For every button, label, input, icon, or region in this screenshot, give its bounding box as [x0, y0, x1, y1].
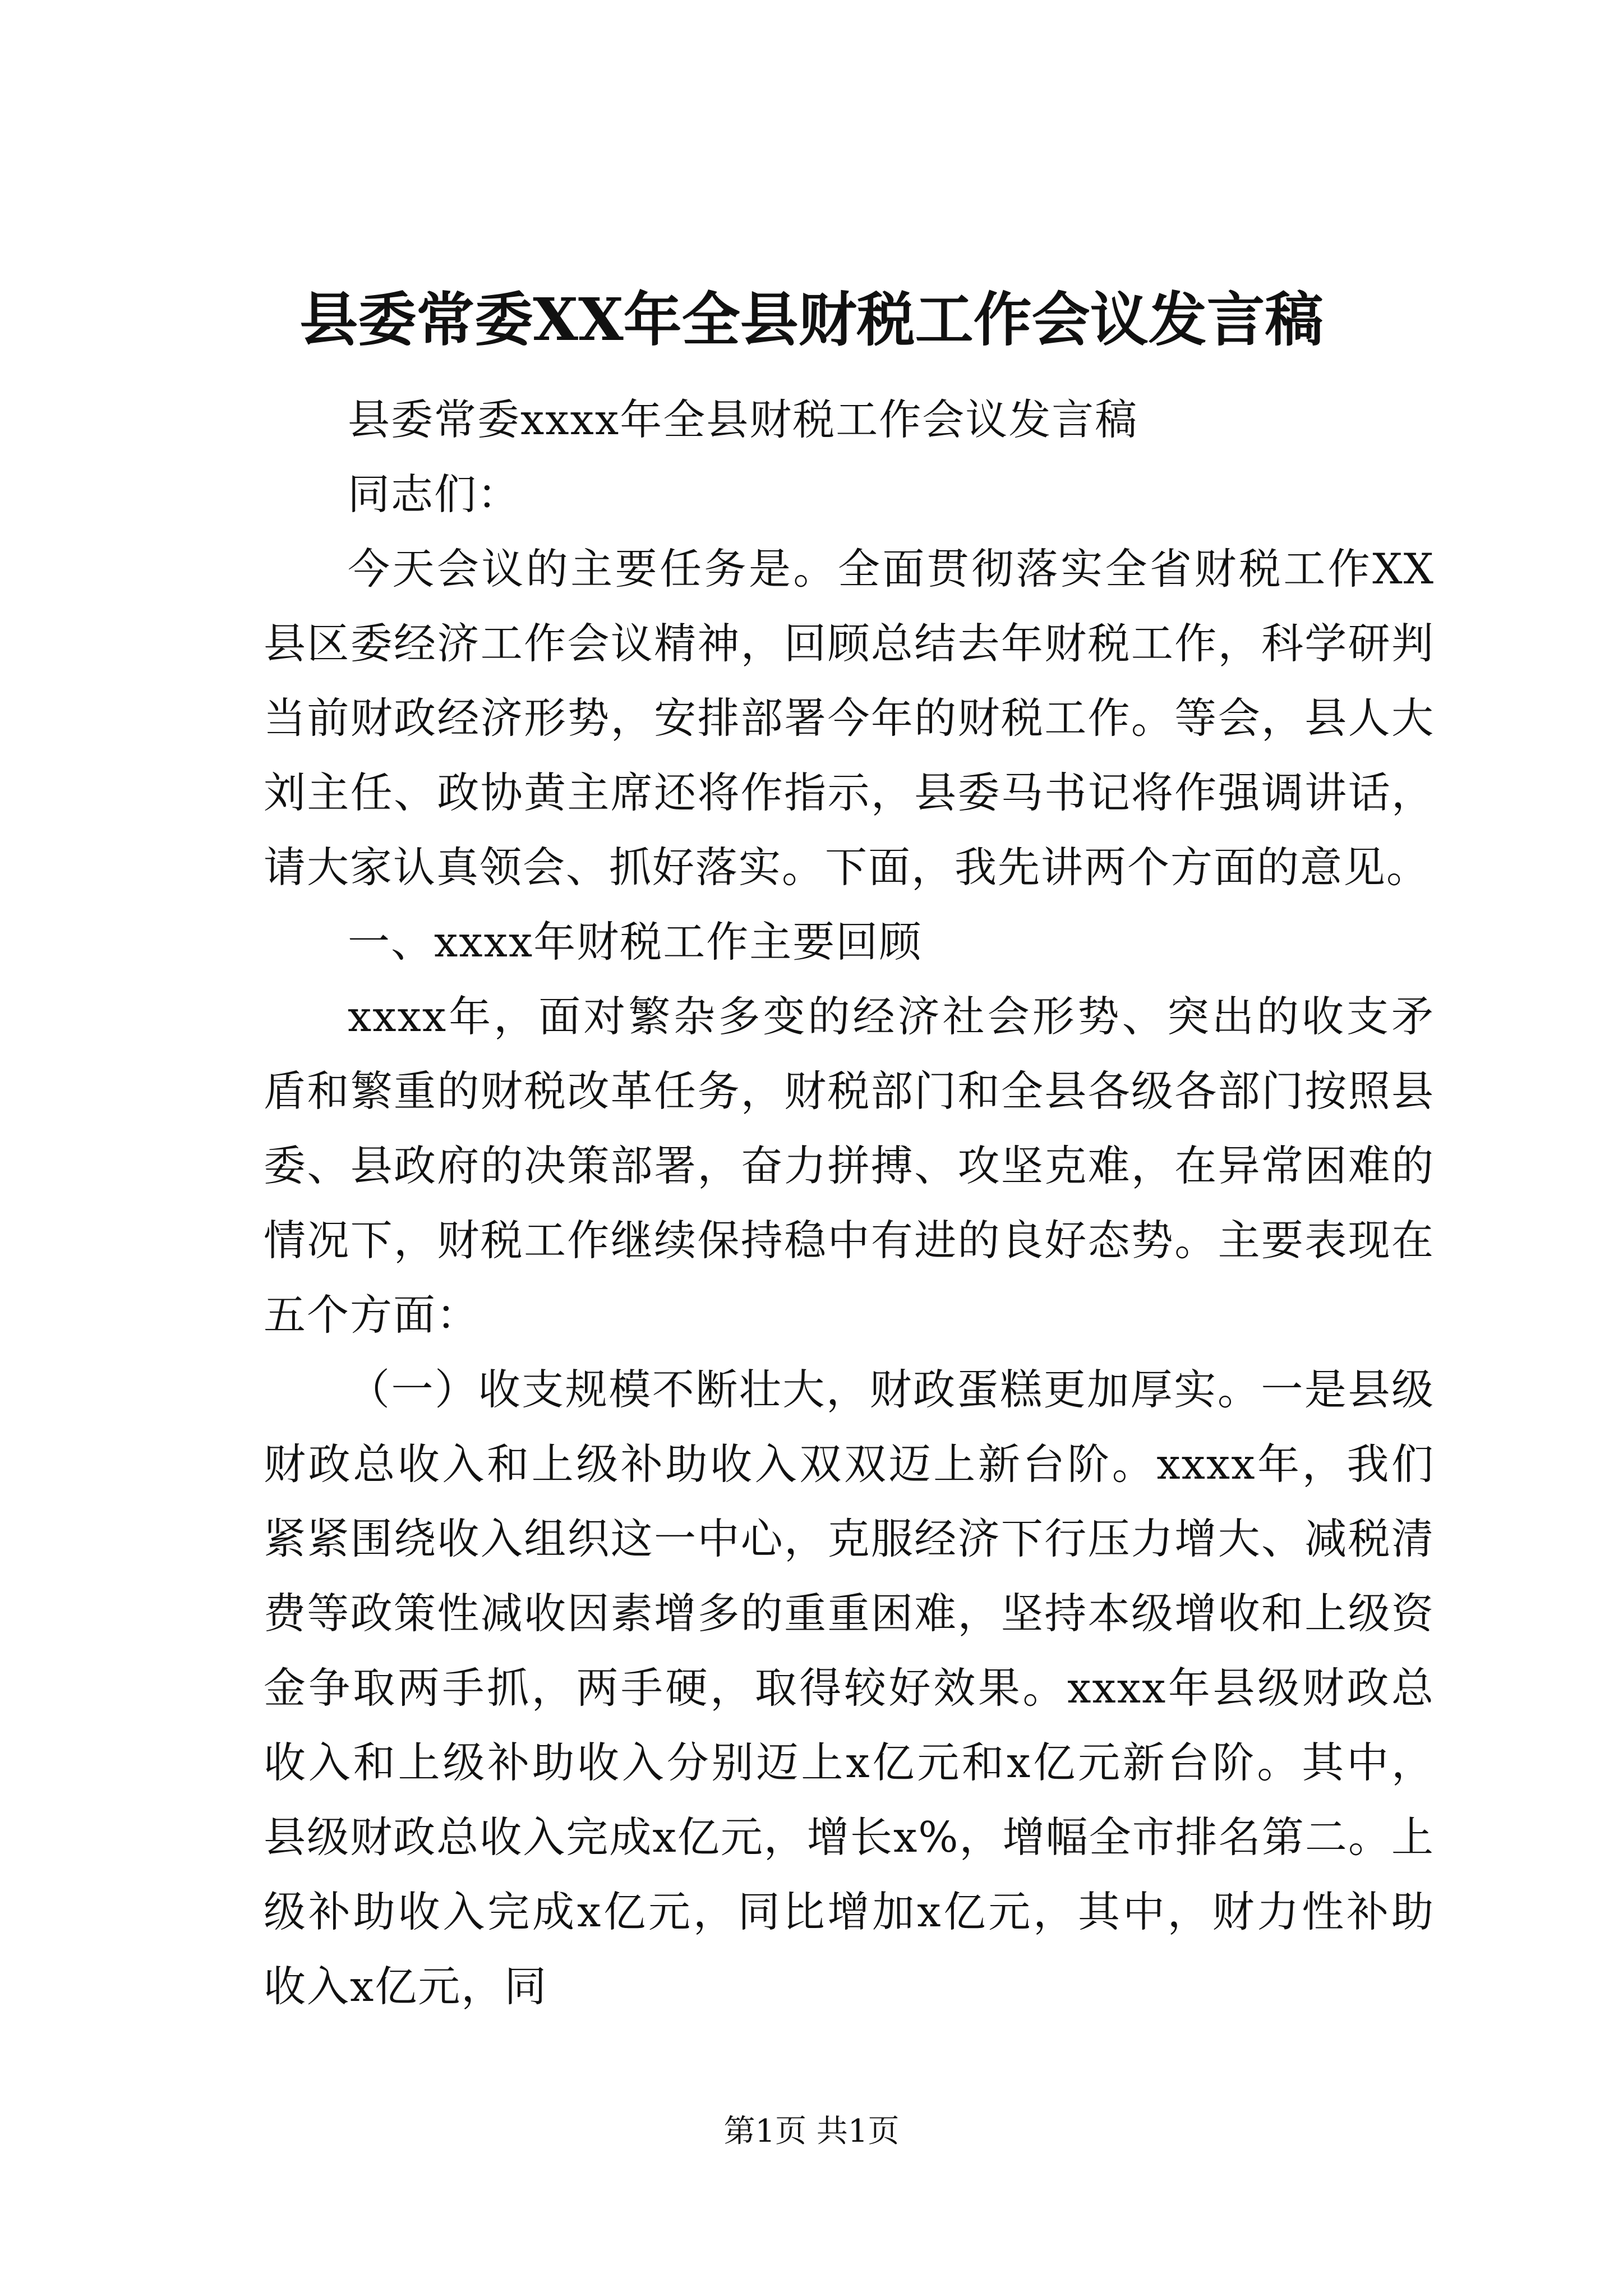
- page-number-footer: 第1页 共1页: [723, 2113, 900, 2150]
- subsection-paragraph: （一）收支规模不断壮大，财政蛋糕更加厚实。一是县级财政总收入和上级补助收入双双迈上新台阶。xxxx年，我们紧紧围绕收入组织这一中心，克服经济下行压力增大、减税清费等政策性减收因素增多的重重困难，坚持本级增收和上级资金争取两手抓，两手硬，取得较好效果。xxxx年县级财政总收入和上级补助收入分别迈上x亿元和x亿元新台阶。其中，县级财政总收入完成x亿元，增长x%，增幅全市排名第二。上级补助收入完成x亿元，同比增加x亿元，其中，财力性补助收入x亿元，同: [264, 1365, 1435, 2011]
- subtitle-paragraph: 县委常委xxxx年全县财税工作会议发言稿: [348, 395, 1138, 444]
- review-paragraph: xxxx年，面对繁杂多变的经济社会形势、突出的收支矛盾和繁重的财税改革任务，财税部门和全县各级各部门按照县委、县政府的决策部署，奋力拼搏、攻坚克难，在异常困难的情况下，财税工作继续保持稳中有进的良好态势。主要表现在五个方面：: [264, 992, 1435, 1340]
- intro-paragraph: 今天会议的主要任务是。全面贯彻落实全省财税工作XX县区委经济工作会议精神，回顾总结去年财税工作，科学研判当前财政经济形势，安排部署今年的财税工作。等会，县人大刘主任、政协黄主席还将作指示，县委马书记将作强调讲话，请大家认真领会、抓好落实。下面，我先讲两个方面的意见。: [264, 544, 1435, 892]
- section-heading: 一、xxxx年财税工作主要回顾: [348, 917, 923, 967]
- document-title: 县委常委XX年全县财税工作会议发言稿: [299, 285, 1324, 354]
- document-body: [264, 383, 1435, 2024]
- salutation-paragraph: 同志们：: [348, 470, 521, 519]
